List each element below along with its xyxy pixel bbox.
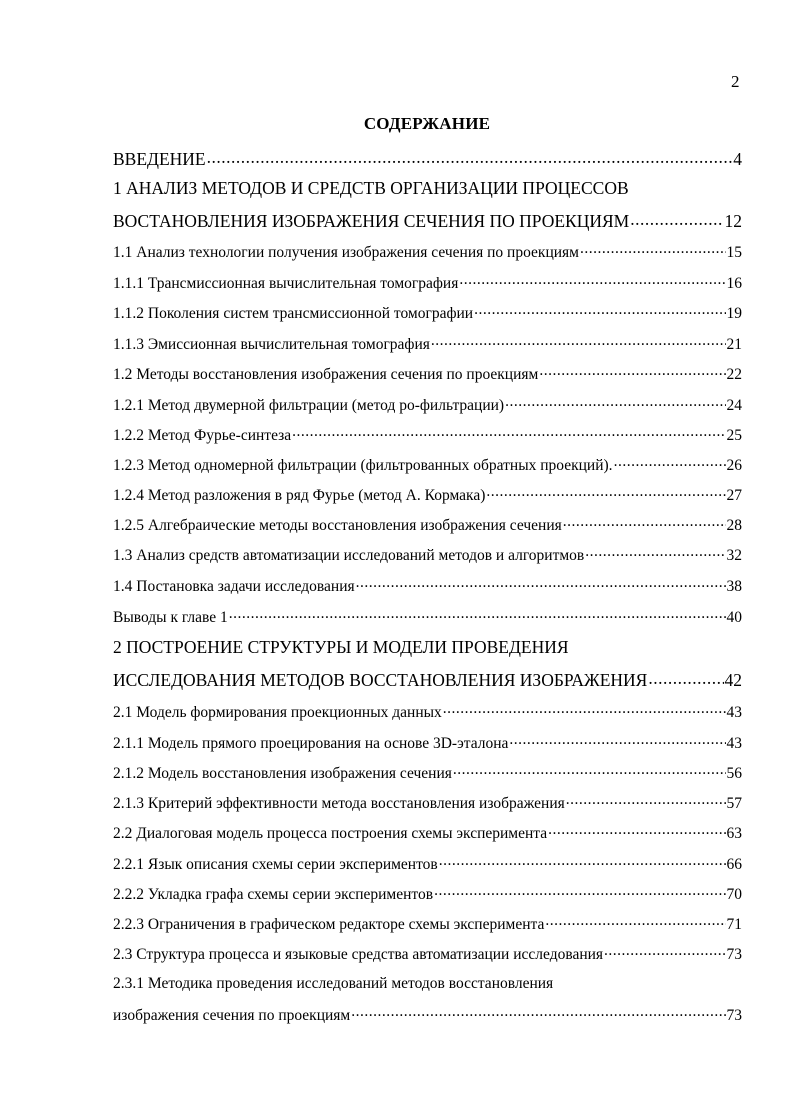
toc-entry-label: Выводы к главе 1	[113, 608, 228, 626]
toc-entry-label: 1.1.3 Эмиссионная вычислительная томография	[113, 335, 430, 353]
toc-entry-1-1-2	[113, 302, 742, 324]
toc-entry-label: ВОСТАНОВЛЕНИЯ ИЗОБРАЖЕНИЯ СЕЧЕНИЯ ПО ПРОЕКЦИЯМ	[113, 210, 630, 231]
toc-entry-page: 32	[726, 546, 742, 564]
dot-leader	[351, 1004, 725, 1020]
dot-leader	[545, 913, 725, 929]
toc-entry-page: 73	[726, 945, 742, 963]
dot-leader	[431, 333, 726, 349]
toc-entry-label: ВВЕДЕНИЕ	[113, 148, 206, 169]
toc-entry-label: 2.2.1 Язык описания схемы серии экспериментов	[113, 855, 438, 873]
toc-entry-page: 27	[726, 486, 742, 504]
toc-entry-label: 2.1 Модель формирования проекционных данных	[113, 703, 442, 721]
toc-entry-2-3	[113, 943, 742, 965]
toc-entry-label: 2.1.2 Модель восстановления изображения сечения	[113, 764, 452, 782]
dot-leader	[563, 514, 726, 530]
toc-entry-1-3	[113, 544, 742, 566]
dot-leader	[580, 241, 726, 257]
toc-entry-1-1	[113, 241, 742, 263]
dot-leader	[614, 454, 726, 470]
toc-entry-2-1-2	[113, 762, 742, 784]
toc-entry-label: 2.2.3 Ограничения в графическом редакторе схемы эксперимента	[113, 915, 545, 933]
toc-entry-2-3-1	[113, 1004, 742, 1026]
toc-entry-page: 12	[724, 210, 742, 231]
toc-entry-2-2	[113, 822, 742, 844]
toc-entry-chapter-2-line1: 2 ПОСТРОЕНИЕ СТРУКТУРЫ И МОДЕЛИ ПРОВЕДЕНИЯ	[113, 637, 569, 657]
toc-entry-label: 1.2.5 Алгебраические методы восстановления изображения сечения	[113, 516, 562, 534]
toc-entry-2-3-1-line1: 2.3.1 Методика проведения исследований методов восстановления	[113, 975, 554, 992]
toc-entry-chapter-1	[113, 209, 742, 231]
toc-entry-page: 42	[724, 669, 742, 690]
toc-entry-page: 71	[726, 915, 742, 933]
toc-entry-page: 25	[726, 426, 742, 444]
toc-entry-label: 1.2.1 Метод двумерной фильтрации (метод ро-фильтрации)	[113, 396, 505, 414]
toc-entry-1-2-1	[113, 394, 742, 416]
toc-entry-conclusions-1	[113, 606, 742, 628]
toc-entry-page: 24	[726, 396, 742, 414]
dot-leader	[486, 484, 725, 500]
dot-leader	[439, 853, 726, 869]
toc-entry-label: 1.2.4 Метод разложения в ряд Фурье (метод А. Кормака)	[113, 486, 486, 504]
toc-entry-chapter-1-line1: 1 АНАЛИЗ МЕТОДОВ И СРЕДСТВ ОРГАНИЗАЦИИ ПРОЦЕССОВ	[113, 178, 629, 198]
toc-entry-page: 26	[726, 456, 742, 474]
dot-leader	[434, 883, 725, 899]
toc-entry-introduction	[113, 147, 742, 169]
toc-entry-2-2-2	[113, 883, 742, 905]
page-number: 2	[731, 72, 740, 91]
toc-entry-page: 73	[726, 1006, 742, 1024]
toc-entry-label: 1.1 Анализ технологии получения изображения сечения по проекциям	[113, 243, 579, 261]
dot-leader	[539, 363, 725, 379]
toc-entry-1-1-3	[113, 333, 742, 355]
toc-entry-label: 2.3 Структура процесса и языковые средства автоматизации исследования	[113, 945, 604, 963]
toc-entry-page: 19	[726, 304, 742, 322]
toc-entry-page: 66	[726, 855, 742, 873]
toc-entry-1-4	[113, 575, 742, 597]
toc-entry-label: 1.2.2 Метод Фурье-синтеза	[113, 426, 292, 444]
dot-leader	[509, 732, 725, 748]
dot-leader	[566, 792, 726, 808]
dot-leader	[453, 762, 726, 778]
toc-entry-page: 43	[726, 734, 742, 752]
dot-leader	[505, 394, 725, 410]
toc-entry-page: 22	[726, 365, 742, 383]
toc-entry-2-1-3	[113, 792, 742, 814]
toc-entry-page: 40	[726, 608, 742, 626]
dot-leader	[604, 943, 725, 959]
dot-leader	[229, 606, 726, 622]
dot-leader	[548, 822, 725, 838]
page-title: СОДЕРЖАНИЕ	[363, 114, 491, 133]
toc-entry-page: 16	[726, 274, 742, 292]
toc-entry-page: 15	[726, 243, 742, 261]
toc-entry-label: 2.1.3 Критерий эффективности метода восстановления изображения	[113, 794, 565, 812]
toc-entry-label: 1.1.1 Трансмиссионная вычислительная томография	[113, 274, 459, 292]
toc-entry-label: 2.1.1 Модель прямого проецирования на основе 3D-эталона	[113, 734, 509, 752]
dot-leader	[648, 668, 723, 686]
toc-entry-label: 1.1.2 Поколения систем трансмиссионной томографии	[113, 304, 474, 322]
toc-entry-page: 56	[726, 764, 742, 782]
toc-entry-label: 1.3 Анализ средств автоматизации исследований методов и алгоритмов	[113, 546, 585, 564]
toc-entry-page: 28	[726, 516, 742, 534]
dot-leader	[459, 272, 725, 288]
toc-entry-page: 43	[726, 703, 742, 721]
toc-entry-label: изображения сечения по проекциям	[113, 1006, 351, 1024]
toc-entry-page: 38	[726, 577, 742, 595]
toc-entry-page: 63	[726, 824, 742, 842]
toc-entry-1-2-4	[113, 484, 742, 506]
toc-entry-page: 70	[726, 885, 742, 903]
toc-entry-1-2-5	[113, 514, 742, 536]
dot-leader	[474, 302, 725, 318]
toc-entry-label: 2.2 Диалоговая модель процесса построения схемы эксперимента	[113, 824, 548, 842]
toc-entry-label: 2.2.2 Укладка графа схемы серии экспериментов	[113, 885, 434, 903]
dot-leader	[443, 701, 726, 717]
toc-entry-chapter-2	[113, 668, 742, 690]
dot-leader	[356, 575, 726, 591]
toc-entry-1-1-1	[113, 272, 742, 294]
toc-entry-1-2-3	[113, 454, 742, 476]
dot-leader	[585, 544, 725, 560]
toc-entry-page: 57	[726, 794, 742, 812]
toc-entry-label: 1.2 Методы восстановления изображения сечения по проекциям	[113, 365, 539, 383]
toc-entry-page: 21	[726, 335, 742, 353]
toc-entry-2-1-1	[113, 732, 742, 754]
dot-leader	[207, 147, 733, 165]
toc-entry-page: 4	[733, 148, 742, 169]
toc-entry-label: ИССЛЕДОВАНИЯ МЕТОДОВ ВОССТАНОВЛЕНИЯ ИЗОБРАЖЕНИЯ	[113, 669, 648, 690]
dot-leader	[292, 424, 725, 440]
toc-entry-2-2-1	[113, 853, 742, 875]
toc-entry-2-1	[113, 701, 742, 723]
toc-entry-label: 1.4 Постановка задачи исследования	[113, 577, 355, 595]
dot-leader	[630, 209, 723, 227]
toc-entry-label: 1.2.3 Метод одномерной фильтрации (фильтрованных обратных проекций).	[113, 456, 613, 474]
toc-entry-2-2-3	[113, 913, 742, 935]
toc-entry-1-2-2	[113, 424, 742, 446]
toc-entry-1-2	[113, 363, 742, 385]
